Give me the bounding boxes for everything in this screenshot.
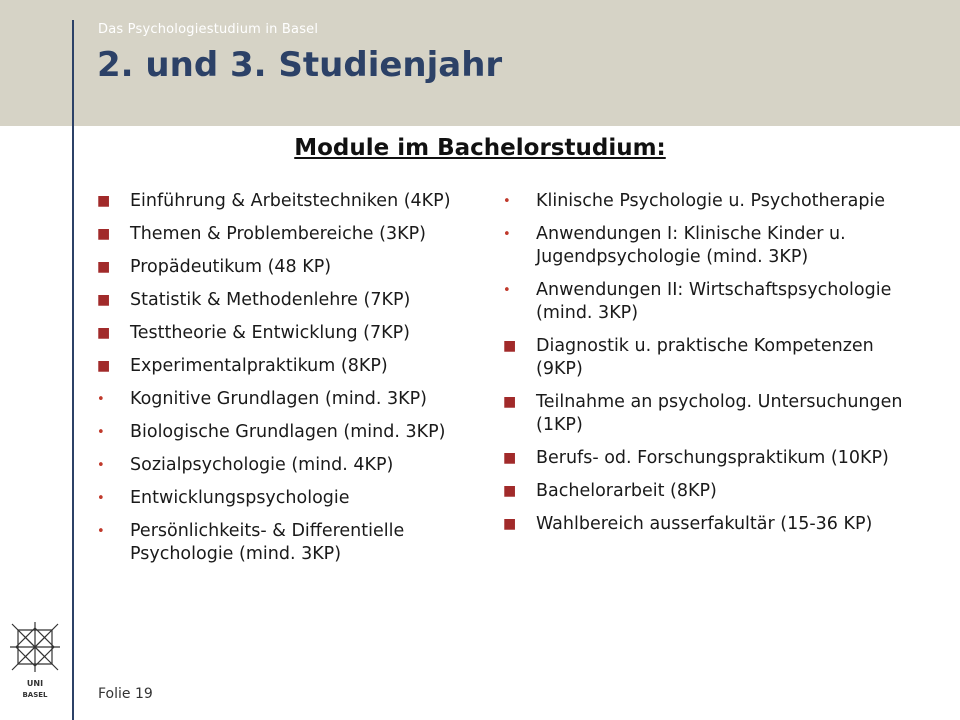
list-item-text: Experimentalpraktikum (8KP)	[130, 356, 388, 376]
vertical-divider	[72, 20, 74, 720]
list-item-text: Anwendungen II: Wirtschaftspsychologie (mind. 3KP)	[536, 280, 892, 323]
list-item	[97, 388, 507, 411]
square-bullet-icon: ■	[503, 450, 517, 466]
list-item	[97, 421, 507, 444]
list-item-text: Persönlichkeits- & Differentielle Psychologie (mind. 3KP)	[130, 521, 405, 564]
list-item-text: Biologische Grundlagen (mind. 3KP)	[130, 422, 446, 442]
round-bullet-icon: •	[97, 491, 105, 506]
list-item	[503, 447, 913, 470]
square-bullet-icon: ■	[97, 259, 111, 275]
logo-text-basel: BASEL	[22, 691, 48, 699]
list-item	[97, 190, 507, 213]
square-bullet-icon: ■	[503, 394, 517, 410]
list-item-text: Statistik & Methodenlehre (7KP)	[130, 290, 411, 310]
list-item	[503, 279, 913, 325]
list-item	[97, 256, 507, 279]
list-item-text: Diagnostik u. praktische Kompetenzen (9KP)	[536, 336, 874, 379]
slide-title: 2. und 3. Studienjahr	[97, 45, 503, 85]
presentation-subtitle: Das Psychologiestudium in Basel	[98, 22, 319, 37]
list-item-text: Themen & Problembereiche (3KP)	[130, 224, 426, 244]
list-item	[97, 355, 507, 378]
square-bullet-icon: ■	[503, 483, 517, 499]
list-item	[97, 454, 507, 477]
round-bullet-icon: •	[503, 194, 511, 209]
round-bullet-icon: •	[97, 392, 105, 407]
list-item	[503, 480, 913, 503]
square-bullet-icon: ■	[97, 358, 111, 374]
square-bullet-icon: ■	[503, 338, 517, 354]
list-item	[503, 391, 913, 437]
slide-number: Folie 19	[98, 686, 153, 702]
list-item-text: Testtheorie & Entwicklung (7KP)	[130, 323, 410, 343]
square-bullet-icon: ■	[97, 193, 111, 209]
list-item	[97, 223, 507, 246]
list-item	[97, 322, 507, 345]
list-item-text: Anwendungen I: Klinische Kinder u. Jugendpsychologie (mind. 3KP)	[536, 224, 846, 267]
section-heading: Module im Bachelorstudium:	[294, 135, 666, 161]
list-item-text: Sozialpsychologie (mind. 4KP)	[130, 455, 394, 475]
square-bullet-icon: ■	[97, 292, 111, 308]
round-bullet-icon: •	[97, 524, 105, 539]
list-item-text: Entwicklungspsychologie	[130, 488, 350, 508]
list-item	[503, 223, 913, 269]
list-item-text: Einführung & Arbeitstechniken (4KP)	[130, 191, 451, 211]
list-item-text: Kognitive Grundlagen (mind. 3KP)	[130, 389, 427, 409]
list-item	[97, 487, 507, 510]
list-item	[503, 335, 913, 381]
module-list-left	[97, 190, 507, 576]
list-item-text: Klinische Psychologie u. Psychotherapie	[536, 191, 886, 211]
list-item-text: Propädeutikum (48 KP)	[130, 257, 332, 277]
square-bullet-icon: ■	[97, 325, 111, 341]
round-bullet-icon: •	[97, 458, 105, 473]
list-item	[97, 289, 507, 312]
list-item-text: Berufs- od. Forschungspraktikum (10KP)	[536, 448, 889, 468]
list-item	[503, 190, 913, 213]
list-item-text: Wahlbereich ausserfakultär (15-36 KP)	[536, 514, 873, 534]
logo-text-uni: UNI	[26, 679, 44, 688]
round-bullet-icon: •	[503, 227, 511, 242]
square-bullet-icon: ■	[97, 226, 111, 242]
list-item	[503, 513, 913, 536]
uni-basel-logo-icon	[8, 620, 62, 705]
square-bullet-icon: ■	[503, 516, 517, 532]
list-item	[97, 520, 507, 566]
round-bullet-icon: •	[503, 283, 511, 298]
list-item-text: Teilnahme an psycholog. Untersuchungen (1KP)	[536, 392, 903, 435]
module-list-right	[503, 190, 913, 546]
list-item-text: Bachelorarbeit (8KP)	[536, 481, 717, 501]
round-bullet-icon: •	[97, 425, 105, 440]
